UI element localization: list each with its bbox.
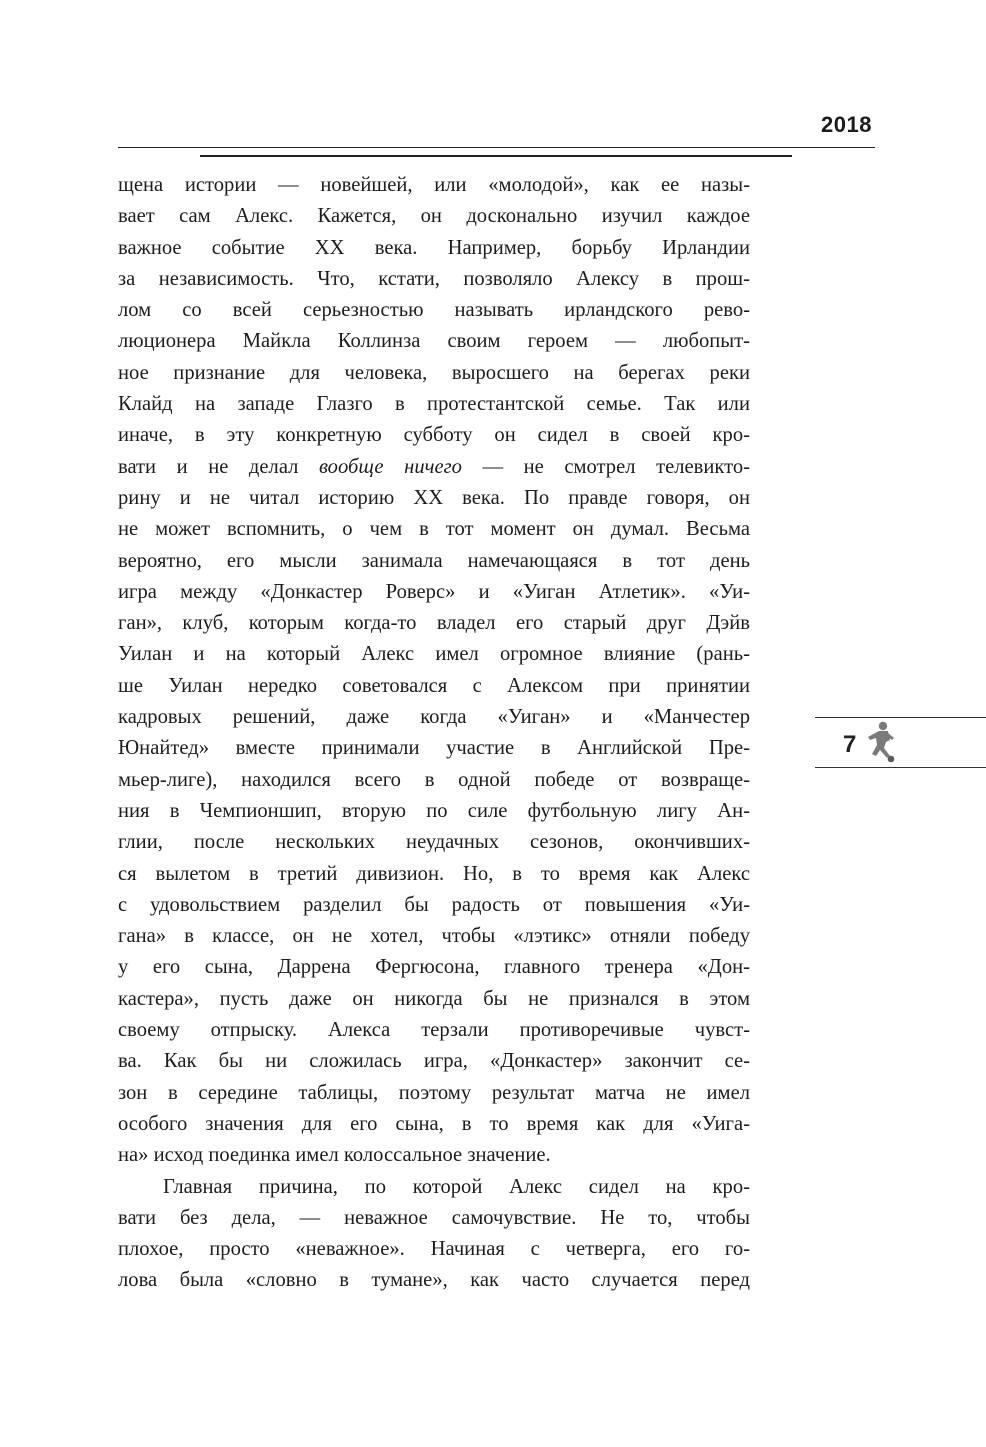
text-line (118, 1015, 750, 1046)
header-rule-inner (200, 155, 792, 157)
text-segment: кастера», пусть даже он никогда бы не признался в этом (118, 987, 750, 1010)
text-line (118, 952, 750, 983)
text-segment: вает сам Алекс. Кажется, он досконально изучил каждое (118, 205, 750, 228)
text-segment: вати без дела, — неважное самочувствие. Не то, чтобы (118, 1206, 750, 1229)
text-line (118, 546, 750, 577)
text-segment: вати и не делал (118, 455, 319, 478)
text-segment: лова была «словно в тумане», как часто случается перед (118, 1269, 750, 1292)
text-line (118, 1046, 750, 1077)
text-segment: Уилан и на который Алекс имел огромное влияние (рань- (118, 643, 750, 666)
text-segment: важное событие XX века. Например, борьбу Ирландии (118, 236, 750, 259)
text-line (118, 233, 750, 264)
text-segment: гана» в классе, он не хотел, чтобы «лэтикс» отняли победу (118, 925, 750, 948)
text-line (118, 921, 750, 952)
folio-rule-bottom (815, 767, 986, 768)
text-line (118, 1140, 750, 1171)
text-line (118, 1203, 750, 1234)
text-line (118, 1234, 750, 1265)
text-segment: ния в Чемпионшип, вторую по силе футбольную лигу Ан- (118, 799, 750, 822)
text-segment: плохое, просто «неважное». Начиная с четверга, его го- (118, 1238, 750, 1261)
text-segment: Клайд на западе Глазго в протестантской семье. Так или (118, 393, 750, 416)
text-segment: не может вспомнить, о чем в тот момент он думал. Весьма (118, 518, 750, 541)
text-line (118, 452, 750, 483)
text-line (118, 358, 750, 389)
header-rule (118, 147, 875, 148)
text-line (118, 389, 750, 420)
running-header-year: 2018 (821, 112, 872, 137)
text-line (118, 827, 750, 858)
text-segment: с удовольствием разделил бы радость от повышения «Уи- (118, 893, 750, 916)
text-segment: щена истории — новейшей, или «молодой», как ее назы- (118, 174, 750, 196)
text-segment: Главная причина, по которой Алекс сидел на кро- (163, 1175, 750, 1198)
text-line (118, 733, 750, 764)
text-segment: ше Уилан нередко советовался с Алексом при принятии (118, 674, 750, 697)
text-segment: ное признание для человека, выросшего на берегах реки (118, 361, 750, 384)
text-line (118, 796, 750, 827)
body-text (118, 170, 750, 1297)
text-segment: особого значения для его сына, в то время как для «Уига- (118, 1112, 750, 1135)
text-line (118, 859, 750, 890)
text-line (118, 170, 750, 201)
text-line (118, 1078, 750, 1109)
text-line (118, 671, 750, 702)
text-segment: ган», клуб, которым когда-то владел его старый друг Дэйв (118, 612, 750, 635)
text-segment: глии, после нескольких неудачных сезонов, окончивших- (118, 831, 750, 854)
text-segment: за независимость. Что, кстати, позволяло Алексу в прош- (118, 267, 750, 290)
text-line (118, 483, 750, 514)
text-line (118, 514, 750, 545)
text-line (118, 1172, 750, 1203)
folio-rule-top (815, 717, 986, 718)
text-segment: ва. Как бы ни сложилась игра, «Донкастер» закончит се- (118, 1050, 750, 1073)
text-line (118, 984, 750, 1015)
text-segment: рину и не читал историю XX века. По правде говоря, он (118, 486, 750, 509)
text-line (118, 702, 750, 733)
text-line (118, 577, 750, 608)
text-segment: своему отпрыску. Алекса терзали противоречивые чувст- (118, 1019, 750, 1042)
text-segment: — не смотрел телевикто- (461, 455, 750, 478)
text-line (118, 1265, 750, 1296)
text-line (118, 1109, 750, 1140)
text-segment: зон в середине таблицы, поэтому результат матча не имел (118, 1081, 750, 1104)
text-line (118, 420, 750, 451)
text-segment: на» исход поединка имел колоссальное значение. (118, 1144, 551, 1167)
text-segment: лом со всей серьезностью называть ирландского рево- (118, 299, 750, 322)
football-player-icon (860, 720, 900, 764)
text-segment: мьер-лиге), находился всего в одной победе от возвраще- (118, 768, 750, 791)
text-segment: Юнайтед» вместе принимали участие в Английской Пре- (118, 737, 750, 760)
text-segment: люционера Майкла Коллинза своим героем — любопыт- (118, 330, 750, 353)
text-segment: иначе, в эту конкретную субботу он сидел в своей кро- (118, 424, 750, 447)
italic-phrase: вообще ничего (319, 455, 462, 478)
text-line (118, 765, 750, 796)
text-segment: кадровых решений, даже когда «Уиган» и «Манчестер (118, 706, 750, 729)
text-line (118, 201, 750, 232)
text-line (118, 639, 750, 670)
page-number: 7 (843, 731, 857, 758)
text-segment: у его сына, Даррена Фергюсона, главного тренера «Дон- (118, 956, 750, 979)
text-segment: вероятно, его мысли занимала намечающаяся в тот день (118, 549, 750, 572)
text-line (118, 890, 750, 921)
text-segment: игра между «Донкастер Роверс» и «Уиган Атлетик». «Уи- (118, 580, 750, 603)
text-segment: ся вылетом в третий дивизион. Но, в то время как Алекс (118, 862, 750, 885)
text-line (118, 295, 750, 326)
text-line (118, 264, 750, 295)
text-line (118, 608, 750, 639)
text-line (118, 326, 750, 357)
